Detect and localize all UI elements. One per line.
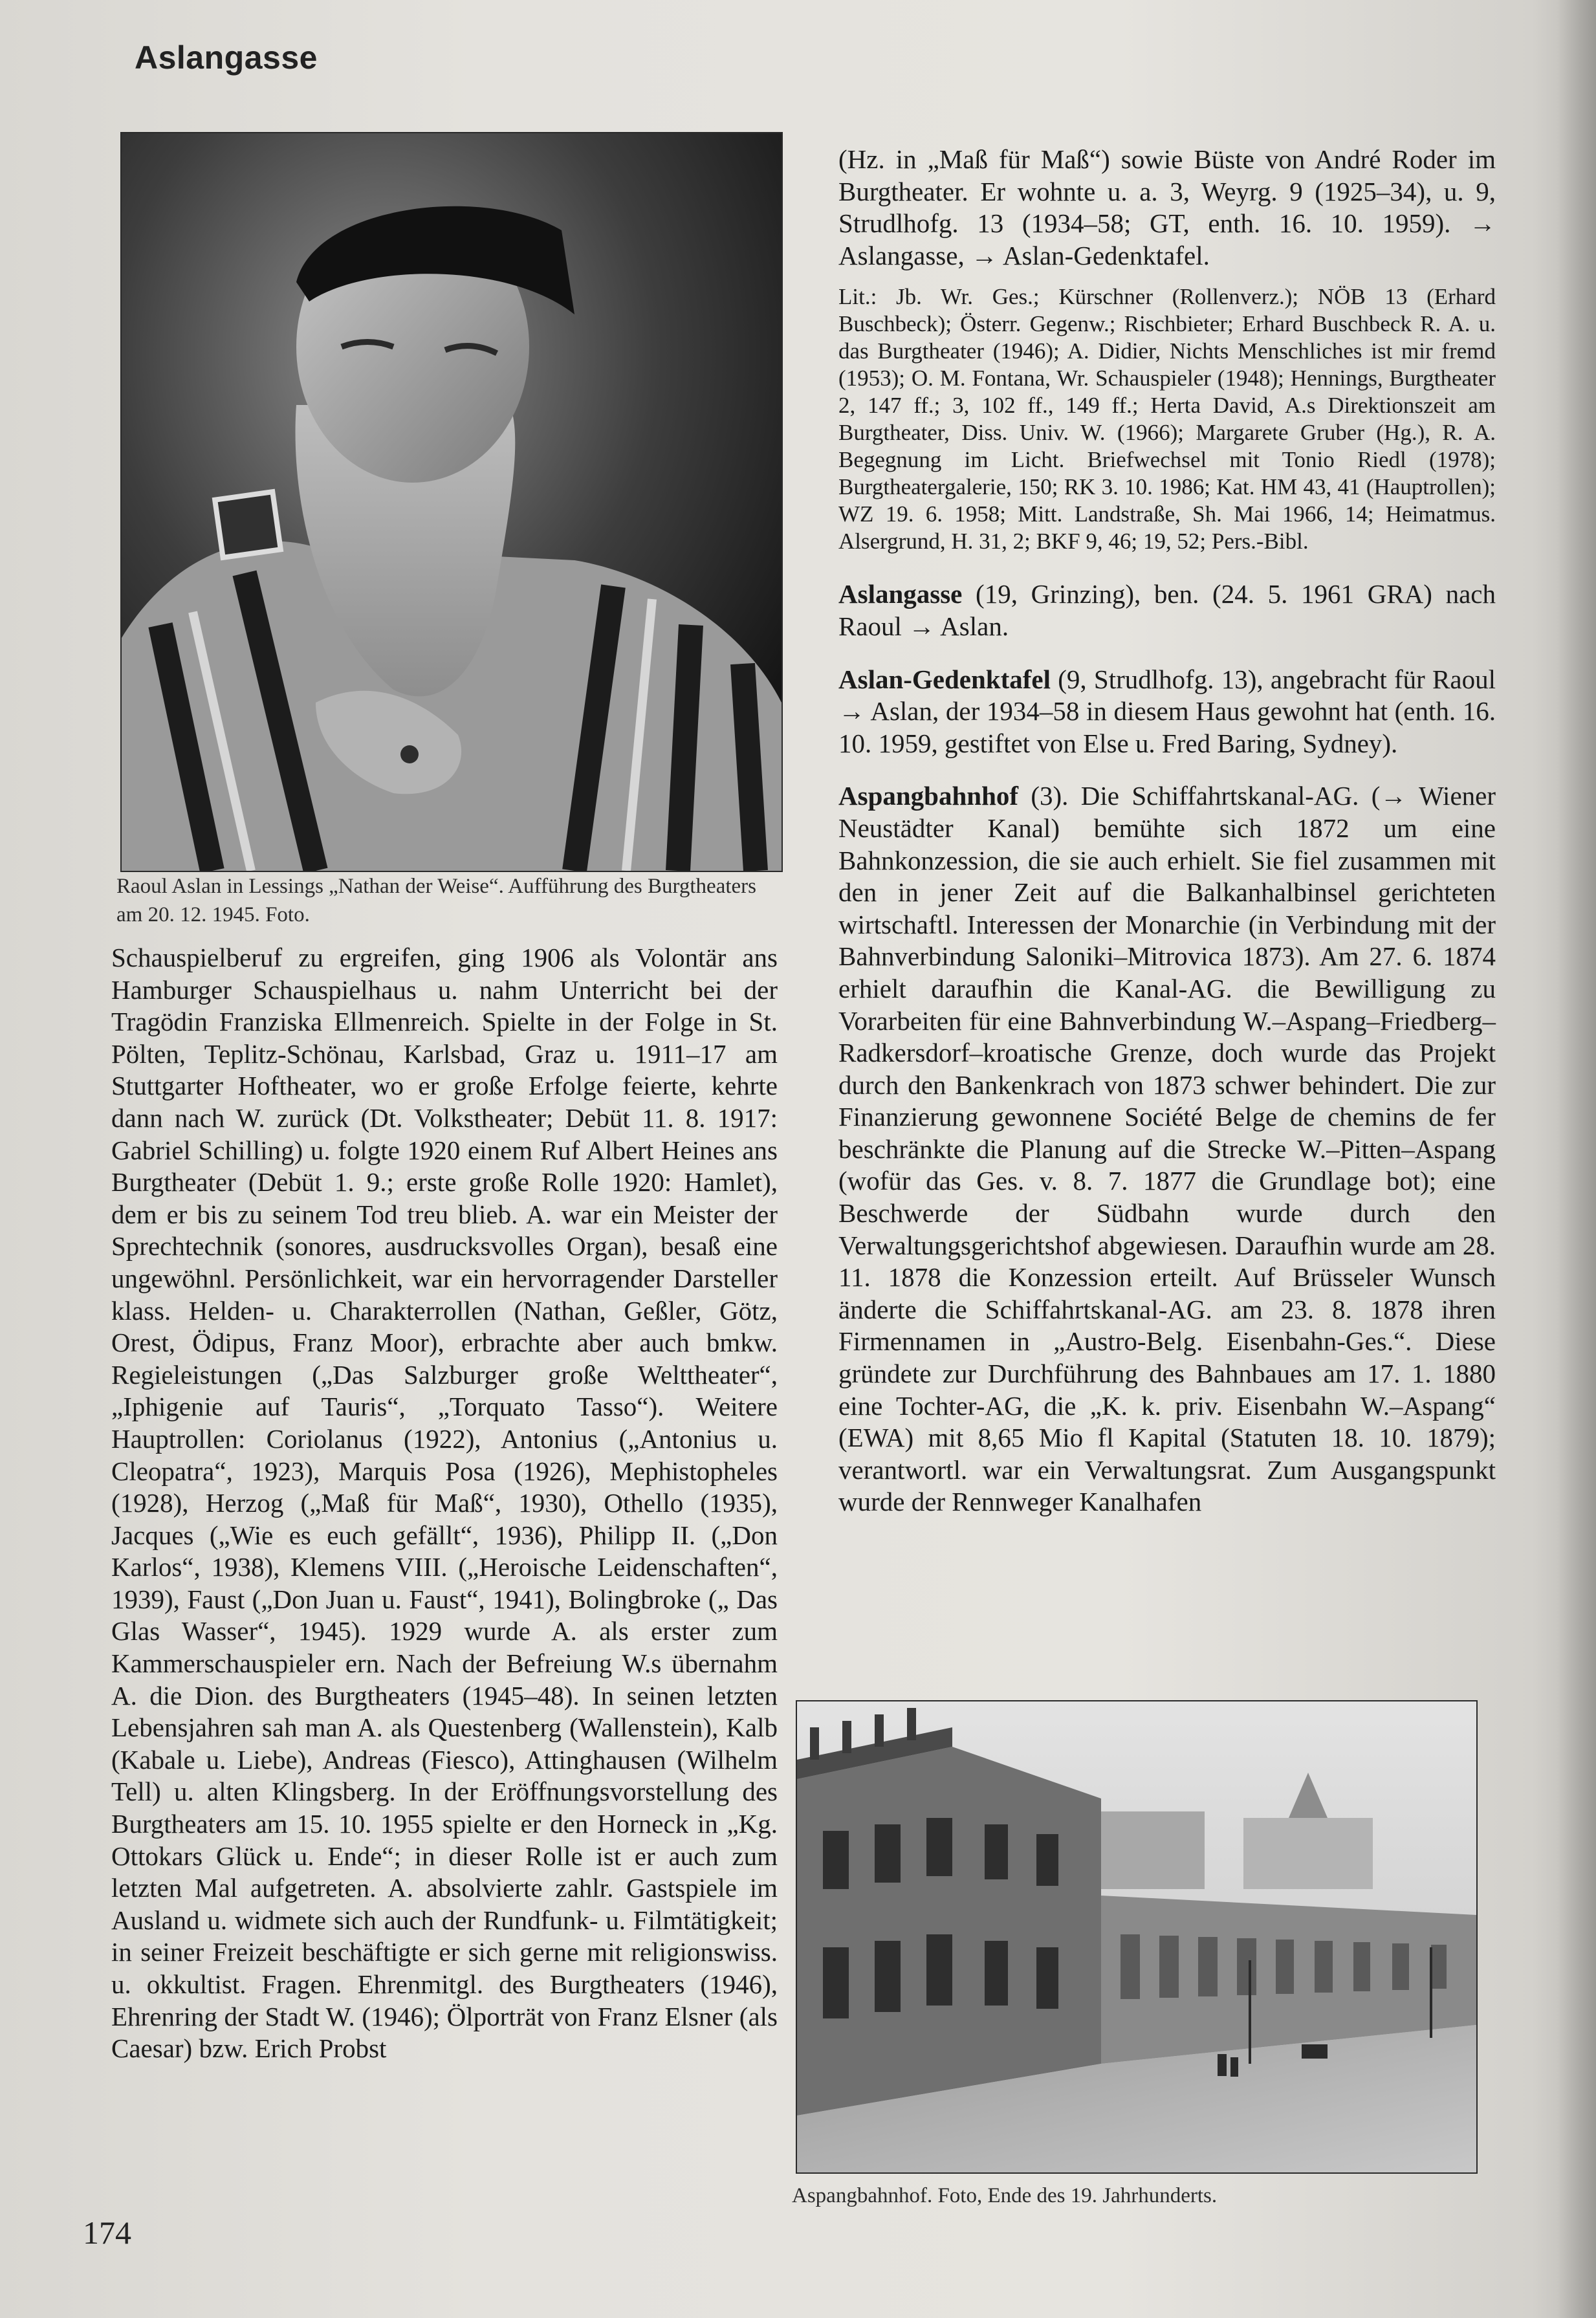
aslan-entry-continuation: (Hz. in „Maß für Maß“) sowie Büste von André Roder im Burgtheater. Er wohnte u. a. 3, Weyrg. 9 (1925–34), u. 9, Strudlhofg. 13 (1934–58; GT, enth. 16. 10. 1959). → Aslangasse, → Aslan-Gedenktafel. [838, 144, 1496, 270]
page-fold-shadow [1557, 0, 1596, 2318]
entry-body: (9, Strudlhofg. 13), angebracht für Raoul → Aslan, der 1934–58 in diesem Haus gewohnt hat (enth. 16. 10. 1959, gestiftet von Else u. Fred Baring, Sydney). [838, 664, 1496, 758]
running-head: Aslangasse [135, 39, 318, 76]
right-column [838, 144, 1496, 1518]
page-number: 174 [83, 2214, 131, 2251]
station-caption: Aspangbahnhof. Foto, Ende des 19. Jahrhunderts. [792, 2184, 1218, 2207]
portrait-photo [120, 132, 783, 872]
entry-body: (3). Die Schiffahrtskanal-AG. (→ Wiener Neustädter Kanal) bemühte sich 1872 um eine Bahnkonzession, die sie auch erhielt. Sie fiel zusammen mit den in jener Zeit auf die Balkanhalbinsel gerichteten wirtschaftl. Interessen der Monarchie (in Verbindung mit der Bahnverbindung Saloniki–Mitrovica 1873). Am 27. 6. 1874 erhielt daraufhin die Kanal-AG. die Bewilligung zu Vorarbeiten für eine Bahnverbindung W.–Aspang–Friedberg–Radkersdorf–kroatische Grenze, doch wurde das Projekt durch den Bankenkrach von 1873 schwer behindert. Die zur Finanzierung gewonnene Société Belge de chemins de fer beschränkte die Planung auf die Strecke W.–Pitten–Aspang (wofür das Ges. v. 8. 7. 1877 die Grundlage bot); eine Beschwerde der Südbahn wurde durch den Verwaltungsgerichtshof abgewiesen. Daraufhin wurde am 28. 11. 1878 die Konzession erteilt. Auf Brüsseler Wunsch änderte die Schiffahrtskanal-AG. am 23. 8. 1878 ihren Firmennamen in „Austro-Belg. Eisenbahn-Ges.“. Diese gründete zur Durchführung des Bahnbaues am 17. 1. 1880 eine Tochter-AG, die „K. k. priv. Eisenbahn W.–Aspang“ (EWA) mit 8,65 Mio fl Kapital (Statuten 18. 10. 1879); verantwortl. war ein Verwaltungsrat. Zum Ausgangspunkt wurde der Rennweger Kanalhafen [838, 781, 1496, 1517]
literature-references: Lit.: Jb. Wr. Ges.; Kürschner (Rollenverz.); NÖB 13 (Erhard Buschbeck); Österr. Gegenw.; Rischbieter; Erhard Buschbeck R. A. u. das Burgtheater (1946); A. Didier, Nichts Menschliches ist mir fremd (1953); O. M. Fontana, Wr. Schauspieler (1948); Hennings, Burgtheater 2, 147 ff.; 3, 102 ff., 149 ff.; Herta David, A.s Direktionszeit am Burgtheater, Diss. Univ. W. (1966); Margarete Gruber (Hg.), R. A. Begegnung im Licht. Briefwechsel mit Tonio Riedl (1978); Burgtheatergalerie, 150; RK 3. 10. 1986; Kat. HM 43, 41 (Hauptrollen); WZ 19. 6. 1958; Mitt. Landstraße, Sh. Mai 1966, 14; Heimatmus. Alsergrund, H. 31, 2; BKF 9, 46; 19, 52; Pers.-Bibl. [838, 284, 1496, 554]
entry-body: (19, Grinzing), ben. (24. 5. 1961 GRA) nach Raoul → Aslan. [838, 579, 1496, 641]
entry-headword: Aspangbahnhof [838, 781, 1019, 811]
entry-headword: Aslangasse [838, 579, 963, 609]
entry-aslan-gedenktafel [838, 664, 1496, 760]
portrait-image [122, 133, 782, 871]
left-column [111, 942, 778, 2065]
left-column-text: Schauspielberuf zu ergreifen, ging 1906 als Volontär ans Hamburger Schauspielhaus u. nahm Unterricht bei der Tragödin Franziska Ellmenreich. Spielte in der Folge in St. Pölten, Teplitz-Schönau, Karlsbad, Graz u. 1911–17 am Stuttgarter Hoftheater, wo er große Erfolge feierte, kehrte dann nach W. zurück (Dt. Volkstheater; Debüt 11. 8. 1917: Gabriel Schilling) u. folgte 1920 einem Ruf Albert Heines ans Burgtheater (Debüt 1. 9.; erste große Rolle 1920: Hamlet), dem er bis zu seinem Tod treu blieb. A. war ein Meister der Sprechtechnik (sonores, ausdrucksvolles Organ), besaß eine ungewöhnl. Persönlichkeit, war ein hervorragender Darsteller klass. Helden- u. Charakterrollen (Nathan, Geßler, Götz, Orest, Ödipus, Franz Moor), erbrachte aber auch bmkw. Regieleistungen („Das Salzburger große Welttheater“, „Iphigenie auf Tauris“, „Torquato Tasso“). Weitere Hauptrollen: Coriolanus (1922), Antonius („Antonius u. Cleopatra“, 1923), Marquis Posa (1926), Mephistopheles (1928), Herzog („Maß für Maß“, 1930), Othello (1935), Jacques („Wie es euch gefällt“, 1936), Philipp II. („Don Karlos“, 1938), Klemens VIII. („Heroische Leidenschaften“, 1939), Faust („Don Juan u. Faust“, 1941), Bolingbroke („ Das Glas Wasser“, 1945). 1929 wurde A. als erster zum Kammerschauspieler ern. Nach der Befreiung W.s übernahm A. die Dion. des Burgtheaters (1945–48). In seinen letzten Lebensjahren sah man A. als Questenberg (Wallenstein), Kalb (Kabale u. Liebe), Andreas (Fiesco), Attinghausen (Wilhelm Tell) u. alten Klingsberg. In der Eröffnungsvorstellung des Burgtheaters am 15. 10. 1955 spielte er den Horneck in „Kg. Ottokars Glück u. Ende“; in dieser Rolle ist er auch zum letzten Mal aufgetreten. A. absolvierte zahlr. Gastspiele im Ausland u. widmete sich auch der Rundfunk- u. Filmtätigkeit; in seiner Freizeit beschäftigte er sich gerne mit religionswiss. u. okkultist. Fragen. Ehrenmitgl. des Burgtheaters (1946), Ehrenring der Stadt W. (1946); Ölporträt von Franz Elsner (als Caesar) bzw. Erich Probst [111, 943, 778, 2064]
entry-headword: Aslan-Gedenktafel [838, 664, 1051, 694]
station-image [797, 1701, 1476, 2172]
entry-aslangasse [838, 578, 1496, 642]
station-photo [796, 1700, 1478, 2174]
portrait-caption: Raoul Aslan in Lessings „Nathan der Weise“. Aufführung des Burgtheaters am 20. 12. 1945. Foto. [116, 875, 756, 926]
entry-aspangbahnhof [838, 780, 1496, 1518]
